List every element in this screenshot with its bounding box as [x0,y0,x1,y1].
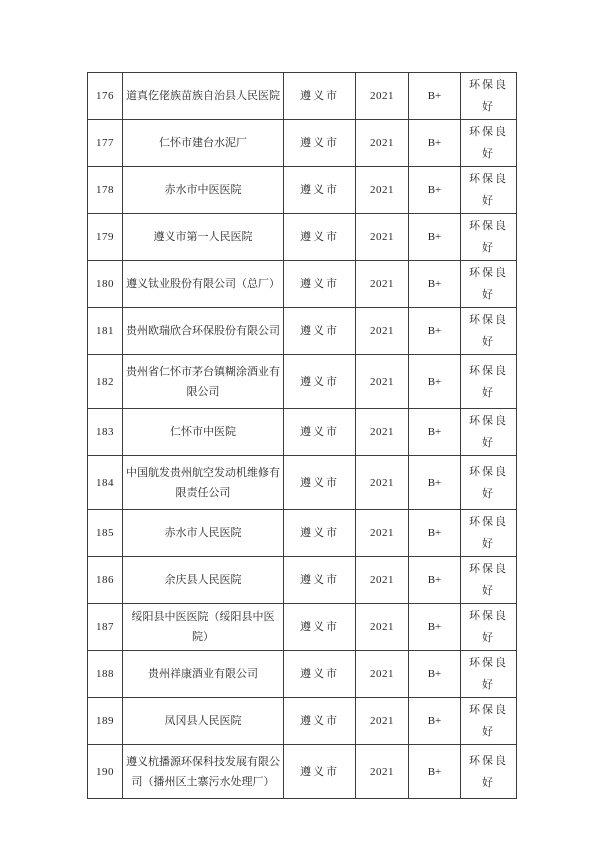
city-cell: 遵义市 [284,167,356,214]
grade-cell: B+ [409,510,461,557]
company-name-cell: 贵州祥康酒业有限公司 [123,651,284,698]
table-row [88,308,517,355]
status-text: 环保良好 [469,563,508,597]
status-text: 环保良好 [469,173,508,207]
grade-cell: B+ [409,120,461,167]
status-cell [461,73,517,120]
table-row [88,214,517,261]
row-number-cell: 179 [88,214,123,261]
company-name-cell: 绥阳县中医医院（绥阳县中医院） [123,604,284,651]
status-cell [461,214,517,261]
table-row [88,651,517,698]
status-text: 环保良好 [469,126,508,160]
year-cell: 2021 [356,73,409,120]
city-cell: 遵义市 [284,604,356,651]
status-cell [461,745,517,799]
city-cell: 遵义市 [284,557,356,604]
table-row [88,355,517,409]
year-cell: 2021 [356,651,409,698]
city-cell: 遵义市 [284,308,356,355]
status-text: 环保良好 [469,314,508,348]
city-cell: 遵义市 [284,698,356,745]
row-number-cell: 188 [88,651,123,698]
grade-cell: B+ [409,604,461,651]
status-cell [461,651,517,698]
status-text: 环保良好 [469,415,508,449]
status-text: 环保良好 [469,657,508,691]
grade-cell: B+ [409,698,461,745]
row-number-cell: 177 [88,120,123,167]
table-row [88,73,517,120]
table-row [88,167,517,214]
status-text: 环保良好 [469,704,508,738]
status-cell [461,604,517,651]
city-cell: 遵义市 [284,409,356,456]
row-number-cell: 190 [88,745,123,799]
row-number-cell: 181 [88,308,123,355]
status-text: 环保良好 [469,267,508,301]
row-number-cell: 183 [88,409,123,456]
city-cell: 遵义市 [284,510,356,557]
company-name-cell: 遵义钛业股份有限公司（总厂） [123,261,284,308]
grade-cell: B+ [409,73,461,120]
row-number-cell: 184 [88,456,123,510]
table-row [88,557,517,604]
status-text: 环保良好 [469,79,508,113]
city-cell: 遵义市 [284,456,356,510]
city-cell: 遵义市 [284,120,356,167]
year-cell: 2021 [356,120,409,167]
grade-cell: B+ [409,456,461,510]
row-number-cell: 182 [88,355,123,409]
table-row [88,604,517,651]
year-cell: 2021 [356,745,409,799]
status-text: 环保良好 [469,220,508,254]
status-cell [461,167,517,214]
status-text: 环保良好 [469,364,508,399]
company-name-cell: 遵义市第一人民医院 [123,214,284,261]
table-row [88,409,517,456]
grade-cell: B+ [409,409,461,456]
company-name-cell: 余庆县人民医院 [123,557,284,604]
city-cell: 遵义市 [284,214,356,261]
city-cell: 遵义市 [284,745,356,799]
table-row [88,456,517,510]
year-cell: 2021 [356,167,409,214]
company-name-cell: 中国航发贵州航空发动机维修有限责任公司 [123,456,284,510]
row-number-cell: 189 [88,698,123,745]
grade-cell: B+ [409,214,461,261]
status-cell [461,510,517,557]
company-name-cell: 凤冈县人民医院 [123,698,284,745]
year-cell: 2021 [356,261,409,308]
city-cell: 遵义市 [284,73,356,120]
status-text: 环保良好 [469,754,508,789]
year-cell: 2021 [356,557,409,604]
company-name-cell: 贵州欧瑞欣合环保股份有限公司 [123,308,284,355]
grade-cell: B+ [409,167,461,214]
report-table [87,72,517,799]
status-cell [461,698,517,745]
year-cell: 2021 [356,214,409,261]
table-row [88,698,517,745]
row-number-cell: 178 [88,167,123,214]
city-cell: 遵义市 [284,355,356,409]
company-name-cell: 赤水市人民医院 [123,510,284,557]
grade-cell: B+ [409,557,461,604]
year-cell: 2021 [356,456,409,510]
year-cell: 2021 [356,604,409,651]
row-number-cell: 176 [88,73,123,120]
company-name-cell: 贵州省仁怀市茅台镇糊涂酒业有限公司 [123,355,284,409]
status-cell [461,261,517,308]
row-number-cell: 187 [88,604,123,651]
status-cell [461,355,517,409]
grade-cell: B+ [409,745,461,799]
grade-cell: B+ [409,355,461,409]
row-number-cell: 185 [88,510,123,557]
year-cell: 2021 [356,698,409,745]
city-cell: 遵义市 [284,651,356,698]
company-name-cell: 仁怀市中医院 [123,409,284,456]
grade-cell: B+ [409,261,461,308]
status-cell [461,409,517,456]
status-cell [461,308,517,355]
company-name-cell: 赤水市中医医院 [123,167,284,214]
table-row [88,745,517,799]
grade-cell: B+ [409,651,461,698]
status-text: 环保良好 [469,516,508,550]
year-cell: 2021 [356,409,409,456]
row-number-cell: 180 [88,261,123,308]
status-cell [461,456,517,510]
status-text: 环保良好 [469,610,508,644]
year-cell: 2021 [356,355,409,409]
table-row [88,510,517,557]
status-text: 环保良好 [469,465,508,500]
company-name-cell: 道真仡佬族苗族自治县人民医院 [123,73,284,120]
table-row [88,261,517,308]
year-cell: 2021 [356,510,409,557]
company-name-cell: 仁怀市建台水泥厂 [123,120,284,167]
year-cell: 2021 [356,308,409,355]
city-cell: 遵义市 [284,261,356,308]
table-row [88,120,517,167]
status-cell [461,120,517,167]
status-cell [461,557,517,604]
grade-cell: B+ [409,308,461,355]
row-number-cell: 186 [88,557,123,604]
company-name-cell: 遵义杭播源环保科技发展有限公司（播州区土寨污水处理厂） [123,745,284,799]
